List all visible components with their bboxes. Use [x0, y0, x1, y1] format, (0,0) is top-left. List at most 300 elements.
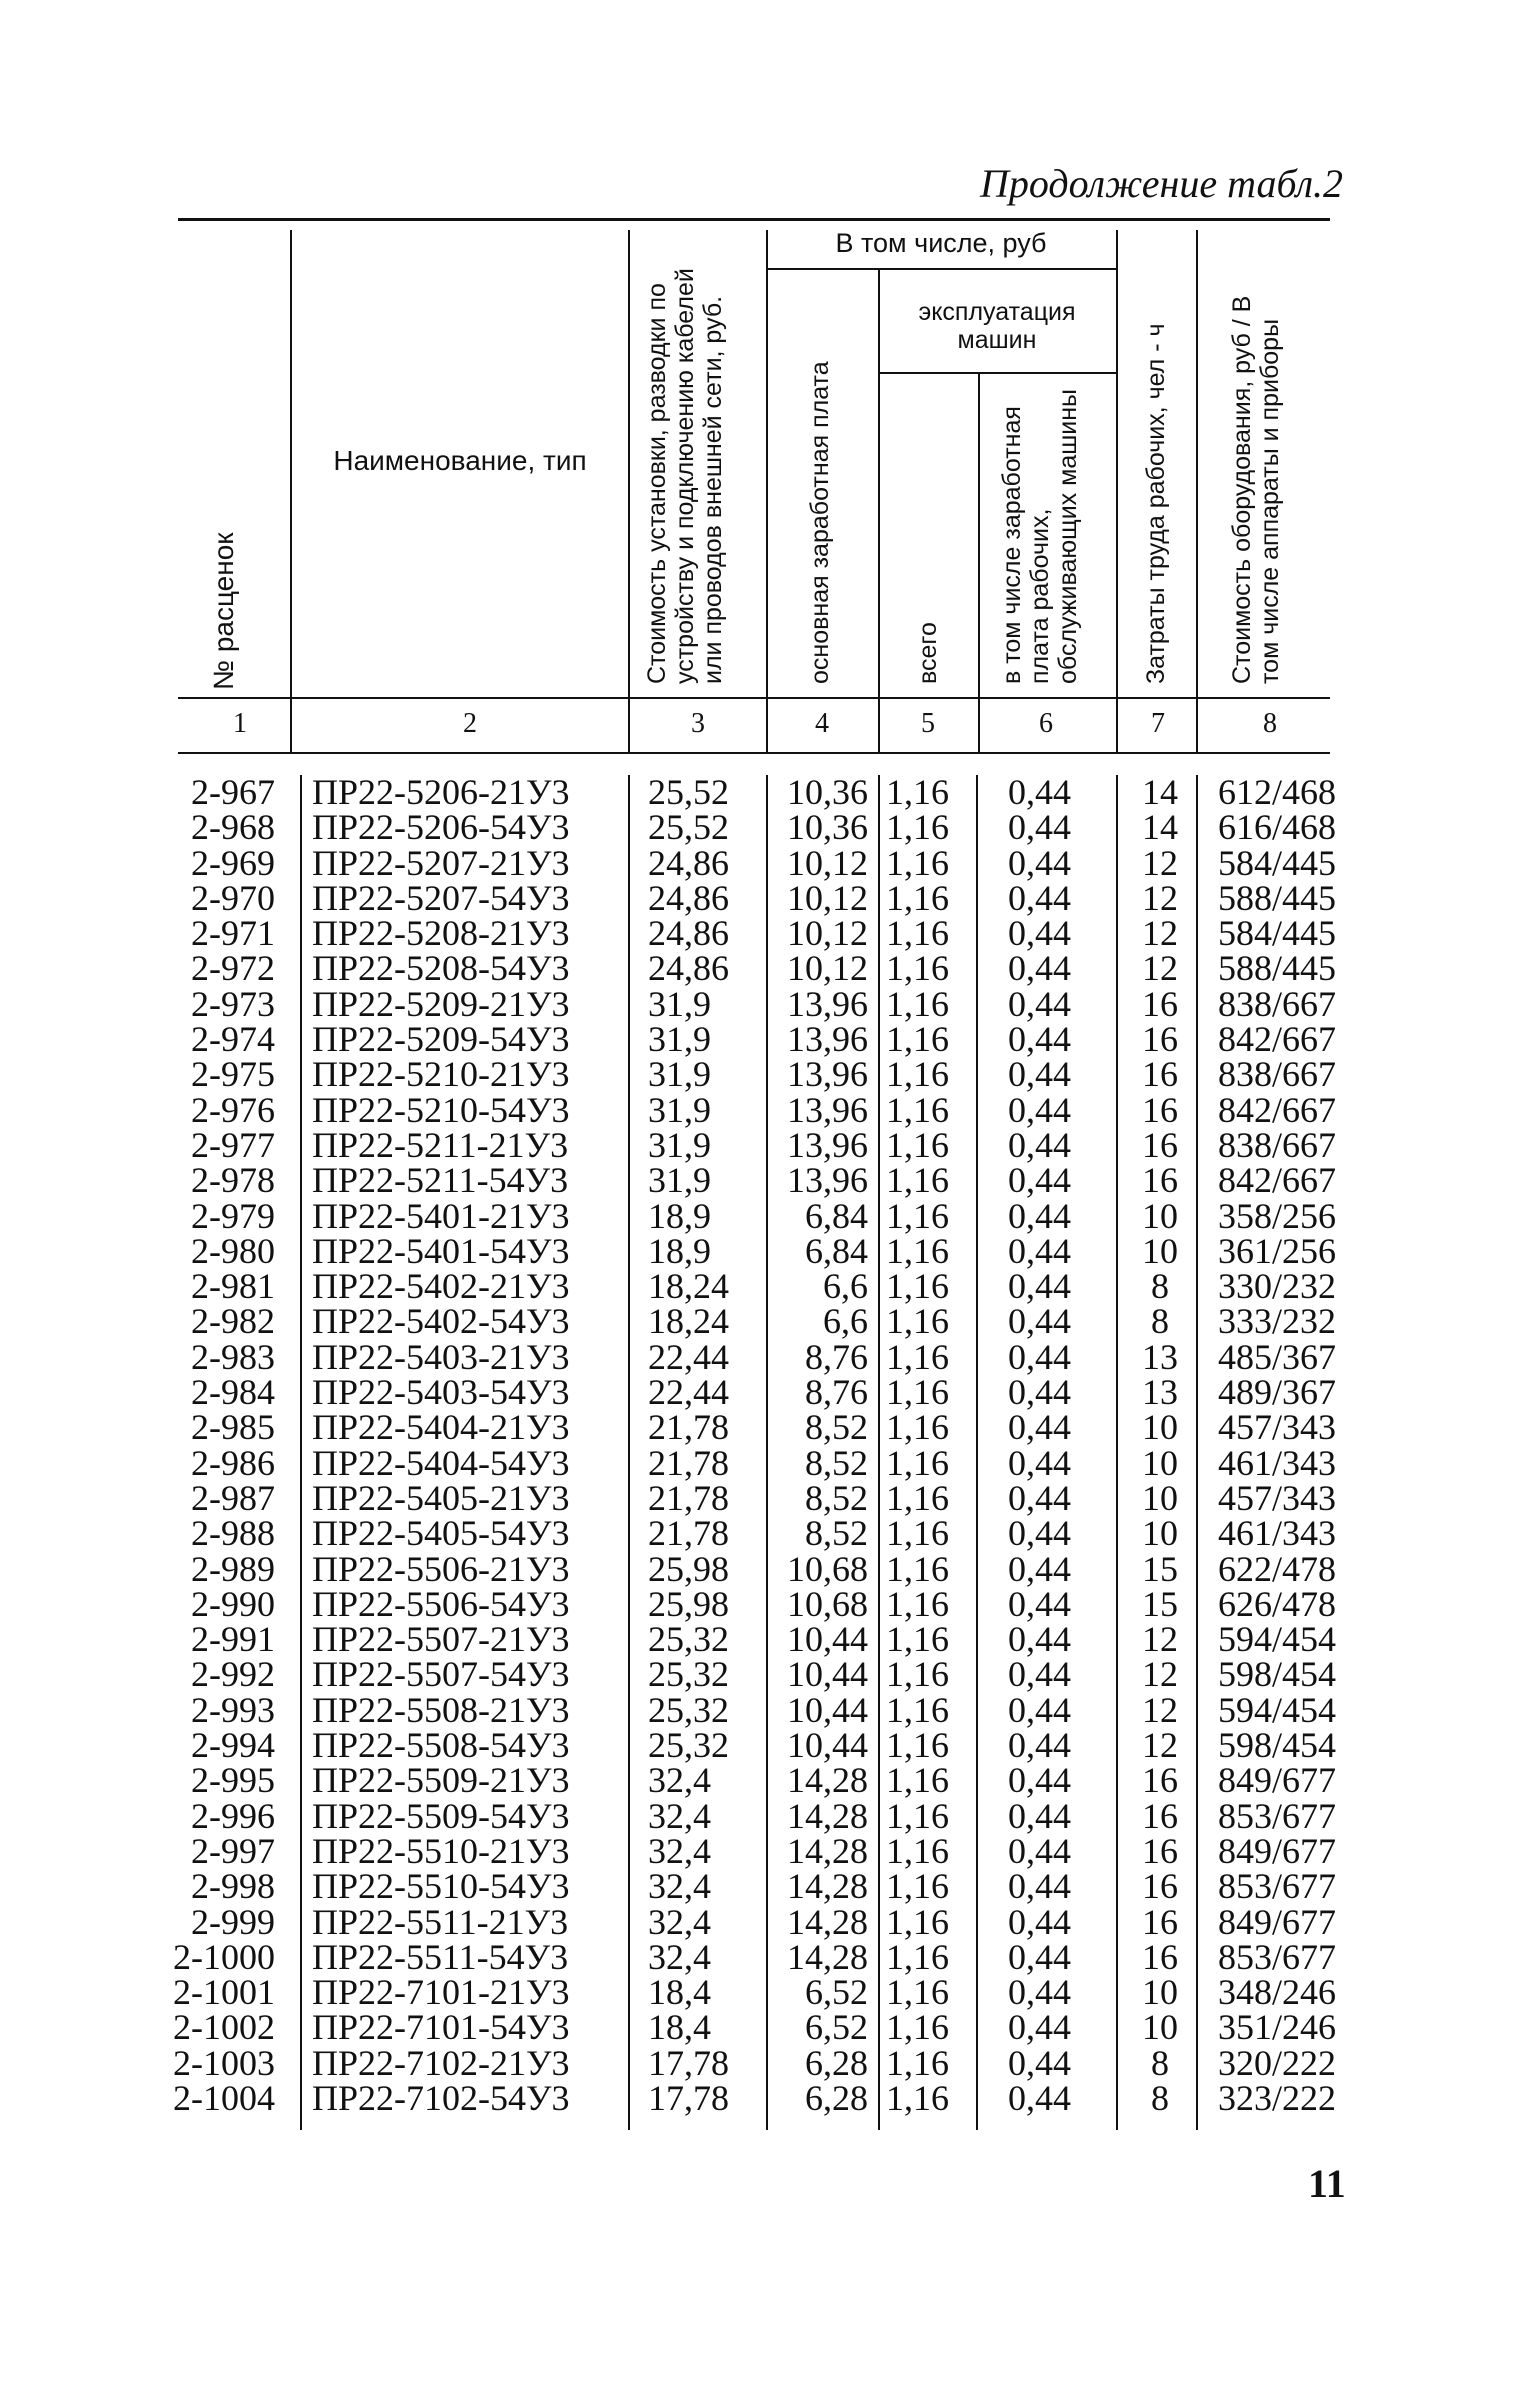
cell-equipment-cost: 584/445 [1218, 913, 1337, 954]
cell-operator-wage: 0,44 [1008, 1089, 1071, 1130]
cell-exploit-total: 1,16 [886, 1936, 949, 1977]
cell-base-wage: 13,96 [787, 1124, 868, 1165]
cell-equipment-cost: 626/478 [1218, 1583, 1337, 1624]
cell-base-wage: 8,52 [805, 1407, 868, 1448]
cell-install-cost: 25,52 [648, 807, 729, 848]
cell-install-cost: 17,78 [648, 2077, 729, 2118]
cell-rate-number: 2-997 [191, 1830, 275, 1871]
cell-labor-cost: 16 [1142, 1160, 1178, 1201]
cell-exploit-total: 1,16 [886, 1548, 949, 1589]
cell-operator-wage: 0,44 [1008, 1972, 1071, 2013]
cell-name-type: ПР22-5510-21У3 [312, 1830, 570, 1871]
cell-base-wage: 13,96 [787, 1089, 868, 1130]
cell-equipment-cost: 853/677 [1218, 1866, 1337, 1907]
cell-exploit-total: 1,16 [886, 1901, 949, 1942]
table-row [0, 1830, 1540, 1871]
cell-base-wage: 10,44 [787, 1619, 868, 1660]
cell-exploit-total: 1,16 [886, 1372, 949, 1413]
cell-base-wage: 6,28 [805, 2077, 868, 2118]
cell-base-wage: 14,28 [787, 1760, 868, 1801]
cell-equipment-cost: 461/343 [1218, 1513, 1337, 1554]
table-row [0, 1160, 1540, 1201]
cell-exploit-total: 1,16 [886, 913, 949, 954]
cell-rate-number: 2-1000 [173, 1936, 275, 1977]
cell-base-wage: 10,12 [787, 948, 868, 989]
header-total: всего [914, 622, 942, 684]
cell-rate-number: 2-968 [191, 807, 275, 848]
header-group-rule [768, 268, 1116, 270]
cell-labor-cost: 16 [1142, 1054, 1178, 1095]
cell-install-cost: 22,44 [648, 1372, 729, 1413]
cell-name-type: ПР22-5210-54У3 [312, 1089, 570, 1130]
table-row [0, 948, 1540, 989]
cell-rate-number: 2-979 [191, 1195, 275, 1236]
cell-base-wage: 14,28 [787, 1795, 868, 1836]
cell-operator-wage: 0,44 [1008, 1513, 1071, 1554]
cell-exploit-total: 1,16 [886, 1266, 949, 1307]
cell-rate-number: 2-1002 [173, 2007, 275, 2048]
cell-rate-number: 2-998 [191, 1866, 275, 1907]
cell-operator-wage: 0,44 [1008, 1230, 1071, 1271]
cell-install-cost: 25,32 [648, 1654, 729, 1695]
cell-rate-number: 2-989 [191, 1548, 275, 1589]
table-row [0, 1195, 1540, 1236]
cell-name-type: ПР22-5405-54У3 [312, 1513, 570, 1554]
column-number-6: 6 [1039, 708, 1053, 739]
cell-exploit-total: 1,16 [886, 877, 949, 918]
cell-base-wage: 6,52 [805, 2007, 868, 2048]
cell-equipment-cost: 457/343 [1218, 1407, 1337, 1448]
cell-equipment-cost: 361/256 [1218, 1230, 1337, 1271]
cell-rate-number: 2-973 [191, 983, 275, 1024]
header-rate-number: № расценок [208, 532, 239, 690]
cell-labor-cost: 8 [1151, 1301, 1169, 1342]
cell-exploit-total: 1,16 [886, 1230, 949, 1271]
cell-exploit-total: 1,16 [886, 1760, 949, 1801]
table-row [0, 2007, 1540, 2048]
cell-install-cost: 32,4 [648, 1830, 711, 1871]
cell-labor-cost: 12 [1142, 1725, 1178, 1766]
cell-name-type: ПР22-5511-54У3 [312, 1936, 569, 1977]
cell-exploit-total: 1,16 [886, 1195, 949, 1236]
cell-operator-wage: 0,44 [1008, 1195, 1071, 1236]
cell-base-wage: 10,44 [787, 1725, 868, 1766]
cell-operator-wage: 0,44 [1008, 1830, 1071, 1871]
cell-exploit-total: 1,16 [886, 1689, 949, 1730]
table-row [0, 983, 1540, 1024]
page-number: 11 [1308, 2161, 1346, 2206]
cell-labor-cost: 12 [1142, 913, 1178, 954]
cell-equipment-cost: 842/667 [1218, 1160, 1337, 1201]
cell-rate-number: 2-978 [191, 1160, 275, 1201]
cell-base-wage: 14,28 [787, 1901, 868, 1942]
column-number-7: 7 [1151, 708, 1165, 739]
table-body [0, 772, 1540, 2118]
column-number-8: 8 [1263, 708, 1277, 739]
cell-base-wage: 13,96 [787, 1019, 868, 1060]
cell-equipment-cost: 612/468 [1218, 772, 1337, 812]
cell-labor-cost: 12 [1142, 877, 1178, 918]
cell-base-wage: 8,52 [805, 1513, 868, 1554]
cell-exploit-total: 1,16 [886, 2042, 949, 2083]
cell-name-type: ПР22-5210-21У3 [312, 1054, 570, 1095]
cell-install-cost: 18,24 [648, 1266, 729, 1307]
table-row [0, 807, 1540, 848]
cell-labor-cost: 12 [1142, 1654, 1178, 1695]
cell-rate-number: 2-971 [191, 913, 275, 954]
table-row [0, 1301, 1540, 1342]
cell-exploit-total: 1,16 [886, 1477, 949, 1518]
cell-install-cost: 17,78 [648, 2042, 729, 2083]
cell-equipment-cost: 485/367 [1218, 1336, 1337, 1377]
cell-labor-cost: 12 [1142, 1619, 1178, 1660]
cell-operator-wage: 0,44 [1008, 842, 1071, 883]
cell-equipment-cost: 838/667 [1218, 1124, 1337, 1165]
cell-install-cost: 25,32 [648, 1725, 729, 1766]
cell-labor-cost: 16 [1142, 1936, 1178, 1977]
cell-base-wage: 10,36 [787, 807, 868, 848]
cell-operator-wage: 0,44 [1008, 807, 1071, 848]
cell-operator-wage: 0,44 [1008, 772, 1071, 812]
cell-install-cost: 32,4 [648, 1936, 711, 1977]
cell-install-cost: 31,9 [648, 1019, 711, 1060]
cell-rate-number: 2-987 [191, 1477, 275, 1518]
cell-install-cost: 24,86 [648, 913, 729, 954]
header-vline-2 [628, 230, 630, 754]
header-name-type: Наименование, тип [333, 445, 587, 476]
table-row [0, 1230, 1540, 1271]
cell-labor-cost: 10 [1142, 1195, 1178, 1236]
cell-exploit-total: 1,16 [886, 1583, 949, 1624]
cell-equipment-cost: 333/232 [1218, 1301, 1337, 1342]
cell-base-wage: 8,76 [805, 1336, 868, 1377]
cell-labor-cost: 10 [1142, 1972, 1178, 2013]
cell-rate-number: 2-984 [191, 1372, 275, 1413]
cell-labor-cost: 10 [1142, 1442, 1178, 1483]
cell-operator-wage: 0,44 [1008, 1583, 1071, 1624]
table-top-rule [178, 218, 1330, 221]
cell-base-wage: 10,44 [787, 1654, 868, 1695]
cell-base-wage: 10,68 [787, 1548, 868, 1589]
cell-install-cost: 32,4 [648, 1866, 711, 1907]
table-row [0, 1124, 1540, 1165]
cell-name-type: ПР22-7102-54У3 [312, 2077, 570, 2118]
cell-labor-cost: 16 [1142, 1901, 1178, 1942]
cell-equipment-cost: 588/445 [1218, 877, 1337, 918]
table-row [0, 1548, 1540, 1589]
header-base-wage: основная заработная плата [806, 361, 834, 684]
cell-equipment-cost: 849/677 [1218, 1901, 1337, 1942]
header-bottom-rule [178, 697, 1330, 699]
cell-exploit-total: 1,16 [886, 1442, 949, 1483]
cell-name-type: ПР22-5508-54У3 [312, 1725, 570, 1766]
cell-rate-number: 2-977 [191, 1124, 275, 1165]
table-row [0, 1372, 1540, 1413]
cell-operator-wage: 0,44 [1008, 1266, 1071, 1307]
cell-operator-wage: 0,44 [1008, 1019, 1071, 1060]
cell-labor-cost: 12 [1142, 842, 1178, 883]
table-row [0, 1936, 1540, 1977]
cell-rate-number: 2-1001 [173, 1972, 275, 2013]
cell-equipment-cost: 849/677 [1218, 1760, 1337, 1801]
cell-operator-wage: 0,44 [1008, 1407, 1071, 1448]
cell-equipment-cost: 622/478 [1218, 1548, 1337, 1589]
cell-labor-cost: 16 [1142, 1019, 1178, 1060]
header-vline-5 [978, 374, 980, 754]
table-row [0, 1513, 1540, 1554]
cell-labor-cost: 10 [1142, 1477, 1178, 1518]
cell-rate-number: 2-969 [191, 842, 275, 883]
cell-base-wage: 13,96 [787, 1160, 868, 1201]
cell-base-wage: 10,36 [787, 772, 868, 812]
cell-rate-number: 2-990 [191, 1583, 275, 1624]
cell-labor-cost: 10 [1142, 1407, 1178, 1448]
cell-labor-cost: 13 [1142, 1372, 1178, 1413]
cell-rate-number: 2-992 [191, 1654, 275, 1695]
cell-exploit-total: 1,16 [886, 1830, 949, 1871]
column-number-1: 1 [233, 708, 247, 739]
cell-labor-cost: 12 [1142, 948, 1178, 989]
cell-name-type: ПР22-5402-54У3 [312, 1301, 570, 1342]
cell-labor-cost: 8 [1151, 2077, 1169, 2118]
cell-equipment-cost: 842/667 [1218, 1019, 1337, 1060]
cell-exploit-total: 1,16 [886, 842, 949, 883]
cell-exploit-total: 1,16 [886, 1972, 949, 2013]
cell-exploit-total: 1,16 [886, 1054, 949, 1095]
cell-install-cost: 25,32 [648, 1619, 729, 1660]
table-row [0, 877, 1540, 918]
cell-operator-wage: 0,44 [1008, 1654, 1071, 1695]
cell-equipment-cost: 351/246 [1218, 2007, 1337, 2048]
cell-install-cost: 25,32 [648, 1689, 729, 1730]
cell-exploit-total: 1,16 [886, 1124, 949, 1165]
cell-name-type: ПР22-5404-54У3 [312, 1442, 570, 1483]
cell-operator-wage: 0,44 [1008, 1372, 1071, 1413]
cell-install-cost: 25,98 [648, 1583, 729, 1624]
cell-exploit-total: 1,16 [886, 1725, 949, 1766]
header-labor-cost: Затраты труда рабочих, чел - ч [1142, 323, 1170, 684]
cell-base-wage: 10,12 [787, 913, 868, 954]
table-row [0, 2077, 1540, 2118]
cell-equipment-cost: 358/256 [1218, 1195, 1337, 1236]
cell-equipment-cost: 853/677 [1218, 1936, 1337, 1977]
cell-name-type: ПР22-5211-54У3 [312, 1160, 569, 1201]
cell-operator-wage: 0,44 [1008, 1442, 1071, 1483]
cell-rate-number: 2-982 [191, 1301, 275, 1342]
cell-name-type: ПР22-5507-21У3 [312, 1619, 570, 1660]
cell-base-wage: 8,52 [805, 1477, 868, 1518]
cell-equipment-cost: 849/677 [1218, 1830, 1337, 1871]
cell-name-type: ПР22-5511-21У3 [312, 1901, 569, 1942]
cell-install-cost: 21,78 [648, 1477, 729, 1518]
cell-rate-number: 2-983 [191, 1336, 275, 1377]
cell-operator-wage: 0,44 [1008, 1301, 1071, 1342]
table-row [0, 1019, 1540, 1060]
table-row [0, 772, 1540, 812]
column-number-2: 2 [463, 708, 477, 739]
cell-rate-number: 2-975 [191, 1054, 275, 1095]
cell-name-type: ПР22-5403-54У3 [312, 1372, 570, 1413]
cell-rate-number: 2-996 [191, 1795, 275, 1836]
cell-labor-cost: 15 [1142, 1583, 1178, 1624]
cell-install-cost: 25,52 [648, 772, 729, 812]
table-row [0, 842, 1540, 883]
cell-equipment-cost: 588/445 [1218, 948, 1337, 989]
cell-operator-wage: 0,44 [1008, 913, 1071, 954]
cell-labor-cost: 16 [1142, 1830, 1178, 1871]
cell-labor-cost: 16 [1142, 1760, 1178, 1801]
cell-base-wage: 6,6 [823, 1301, 868, 1342]
cell-install-cost: 18,9 [648, 1195, 711, 1236]
cell-install-cost: 18,9 [648, 1230, 711, 1271]
cell-install-cost: 24,86 [648, 877, 729, 918]
cell-operator-wage: 0,44 [1008, 877, 1071, 918]
table-row [0, 1866, 1540, 1907]
cell-base-wage: 6,28 [805, 2042, 868, 2083]
cell-name-type: ПР22-5507-54У3 [312, 1654, 570, 1695]
cell-operator-wage: 0,44 [1008, 948, 1071, 989]
cell-equipment-cost: 457/343 [1218, 1477, 1337, 1518]
cell-equipment-cost: 594/454 [1218, 1619, 1337, 1660]
cell-install-cost: 32,4 [648, 1760, 711, 1801]
cell-rate-number: 2-972 [191, 948, 275, 989]
table-row [0, 1619, 1540, 1660]
cell-rate-number: 2-1004 [173, 2077, 275, 2118]
cell-operator-wage: 0,44 [1008, 983, 1071, 1024]
cell-base-wage: 6,84 [805, 1195, 868, 1236]
cell-base-wage: 8,76 [805, 1372, 868, 1413]
cell-exploit-total: 1,16 [886, 1336, 949, 1377]
cell-labor-cost: 12 [1142, 1689, 1178, 1730]
cell-exploit-total: 1,16 [886, 1513, 949, 1554]
cell-install-cost: 21,78 [648, 1442, 729, 1483]
cell-name-type: ПР22-5506-54У3 [312, 1583, 570, 1624]
cell-install-cost: 32,4 [648, 1901, 711, 1942]
cell-operator-wage: 0,44 [1008, 1124, 1071, 1165]
table-row [0, 1972, 1540, 2013]
cell-exploit-total: 1,16 [886, 1654, 949, 1695]
header-vline-3 [766, 230, 768, 754]
cell-exploit-total: 1,16 [886, 1407, 949, 1448]
cell-name-type: ПР22-5401-54У3 [312, 1230, 570, 1271]
cell-install-cost: 31,9 [648, 1124, 711, 1165]
cell-labor-cost: 10 [1142, 1513, 1178, 1554]
header-equipment-cost: Стоимость оборудования, руб / В том числе аппараты и приборы [1228, 295, 1284, 684]
cell-rate-number: 2-967 [191, 772, 275, 812]
cell-labor-cost: 16 [1142, 1089, 1178, 1130]
cell-install-cost: 31,9 [648, 1089, 711, 1130]
cell-name-type: ПР22-5207-21У3 [312, 842, 570, 883]
table-row [0, 1689, 1540, 1730]
cell-operator-wage: 0,44 [1008, 1936, 1071, 1977]
cell-operator-wage: 0,44 [1008, 1760, 1071, 1801]
cell-install-cost: 18,24 [648, 1301, 729, 1342]
cell-base-wage: 13,96 [787, 983, 868, 1024]
cell-operator-wage: 0,44 [1008, 1619, 1071, 1660]
cell-equipment-cost: 330/232 [1218, 1266, 1337, 1307]
cell-name-type: ПР22-7102-21У3 [312, 2042, 570, 2083]
table-row [0, 1407, 1540, 1448]
cell-operator-wage: 0,44 [1008, 2007, 1071, 2048]
table-row [0, 1725, 1540, 1766]
cell-equipment-cost: 323/222 [1218, 2077, 1337, 2118]
cell-install-cost: 18,4 [648, 2007, 711, 2048]
cell-name-type: ПР22-5207-54У3 [312, 877, 570, 918]
cell-name-type: ПР22-5209-21У3 [312, 983, 570, 1024]
cell-equipment-cost: 594/454 [1218, 1689, 1337, 1730]
cell-operator-wage: 0,44 [1008, 1160, 1071, 1201]
cell-equipment-cost: 348/246 [1218, 1972, 1337, 2013]
table-row [0, 1442, 1540, 1483]
cell-equipment-cost: 584/445 [1218, 842, 1337, 883]
cell-base-wage: 6,52 [805, 1972, 868, 2013]
cell-operator-wage: 0,44 [1008, 1725, 1071, 1766]
column-number-4: 4 [815, 708, 829, 739]
cell-install-cost: 31,9 [648, 983, 711, 1024]
column-number-5: 5 [921, 708, 935, 739]
cell-install-cost: 31,9 [648, 1054, 711, 1095]
cell-labor-cost: 8 [1151, 1266, 1169, 1307]
cell-operator-wage: 0,44 [1008, 1901, 1071, 1942]
cell-equipment-cost: 616/468 [1218, 807, 1337, 848]
cell-name-type: ПР22-5402-21У3 [312, 1266, 570, 1307]
cell-operator-wage: 0,44 [1008, 1477, 1071, 1518]
header-install-cost: Стоимость установки, разводки по устройству и подключению кабелей или проводов внешней сети, руб. [643, 268, 727, 684]
cell-operator-wage: 0,44 [1008, 1689, 1071, 1730]
cell-name-type: ПР22-5208-54У3 [312, 948, 570, 989]
table-row [0, 1654, 1540, 1695]
cell-operator-wage: 0,44 [1008, 1336, 1071, 1377]
cell-name-type: ПР22-5401-21У3 [312, 1195, 570, 1236]
cell-rate-number: 2-974 [191, 1019, 275, 1060]
cell-equipment-cost: 461/343 [1218, 1442, 1337, 1483]
cell-exploit-total: 1,16 [886, 1619, 949, 1660]
cell-base-wage: 6,84 [805, 1230, 868, 1271]
cell-exploit-total: 1,16 [886, 807, 949, 848]
table-row [0, 1266, 1540, 1307]
header-operator-wage: в том числе заработная плата рабочих, обслуживающих машины [998, 388, 1082, 684]
cell-equipment-cost: 598/454 [1218, 1654, 1337, 1695]
header-vline-1 [290, 230, 292, 754]
cell-equipment-cost: 598/454 [1218, 1725, 1337, 1766]
cell-operator-wage: 0,44 [1008, 1795, 1071, 1836]
table-row [0, 1795, 1540, 1836]
cell-equipment-cost: 842/667 [1218, 1089, 1337, 1130]
table-row [0, 1760, 1540, 1801]
cell-operator-wage: 0,44 [1008, 1548, 1071, 1589]
cell-name-type: ПР22-5404-21У3 [312, 1407, 570, 1448]
cell-labor-cost: 13 [1142, 1336, 1178, 1377]
header-machine-exploit: эксплуатация машин [918, 298, 1076, 354]
table-row [0, 1089, 1540, 1130]
cell-install-cost: 32,4 [648, 1795, 711, 1836]
cell-operator-wage: 0,44 [1008, 2042, 1071, 2083]
cell-install-cost: 24,86 [648, 948, 729, 989]
cell-name-type: ПР22-5405-21У3 [312, 1477, 570, 1518]
cell-rate-number: 2-981 [191, 1266, 275, 1307]
cell-name-type: ПР22-5506-21У3 [312, 1548, 570, 1589]
cell-labor-cost: 15 [1142, 1548, 1178, 1589]
cell-install-cost: 24,86 [648, 842, 729, 883]
cell-operator-wage: 0,44 [1008, 2077, 1071, 2118]
cell-rate-number: 2-988 [191, 1513, 275, 1554]
cell-exploit-total: 1,16 [886, 772, 949, 812]
header-group-incl: В том числе, руб [835, 228, 1047, 258]
cell-labor-cost: 14 [1142, 807, 1178, 848]
cell-rate-number: 2-976 [191, 1089, 275, 1130]
table-caption: Продолжение табл.2 [980, 161, 1344, 206]
cell-install-cost: 21,78 [648, 1407, 729, 1448]
